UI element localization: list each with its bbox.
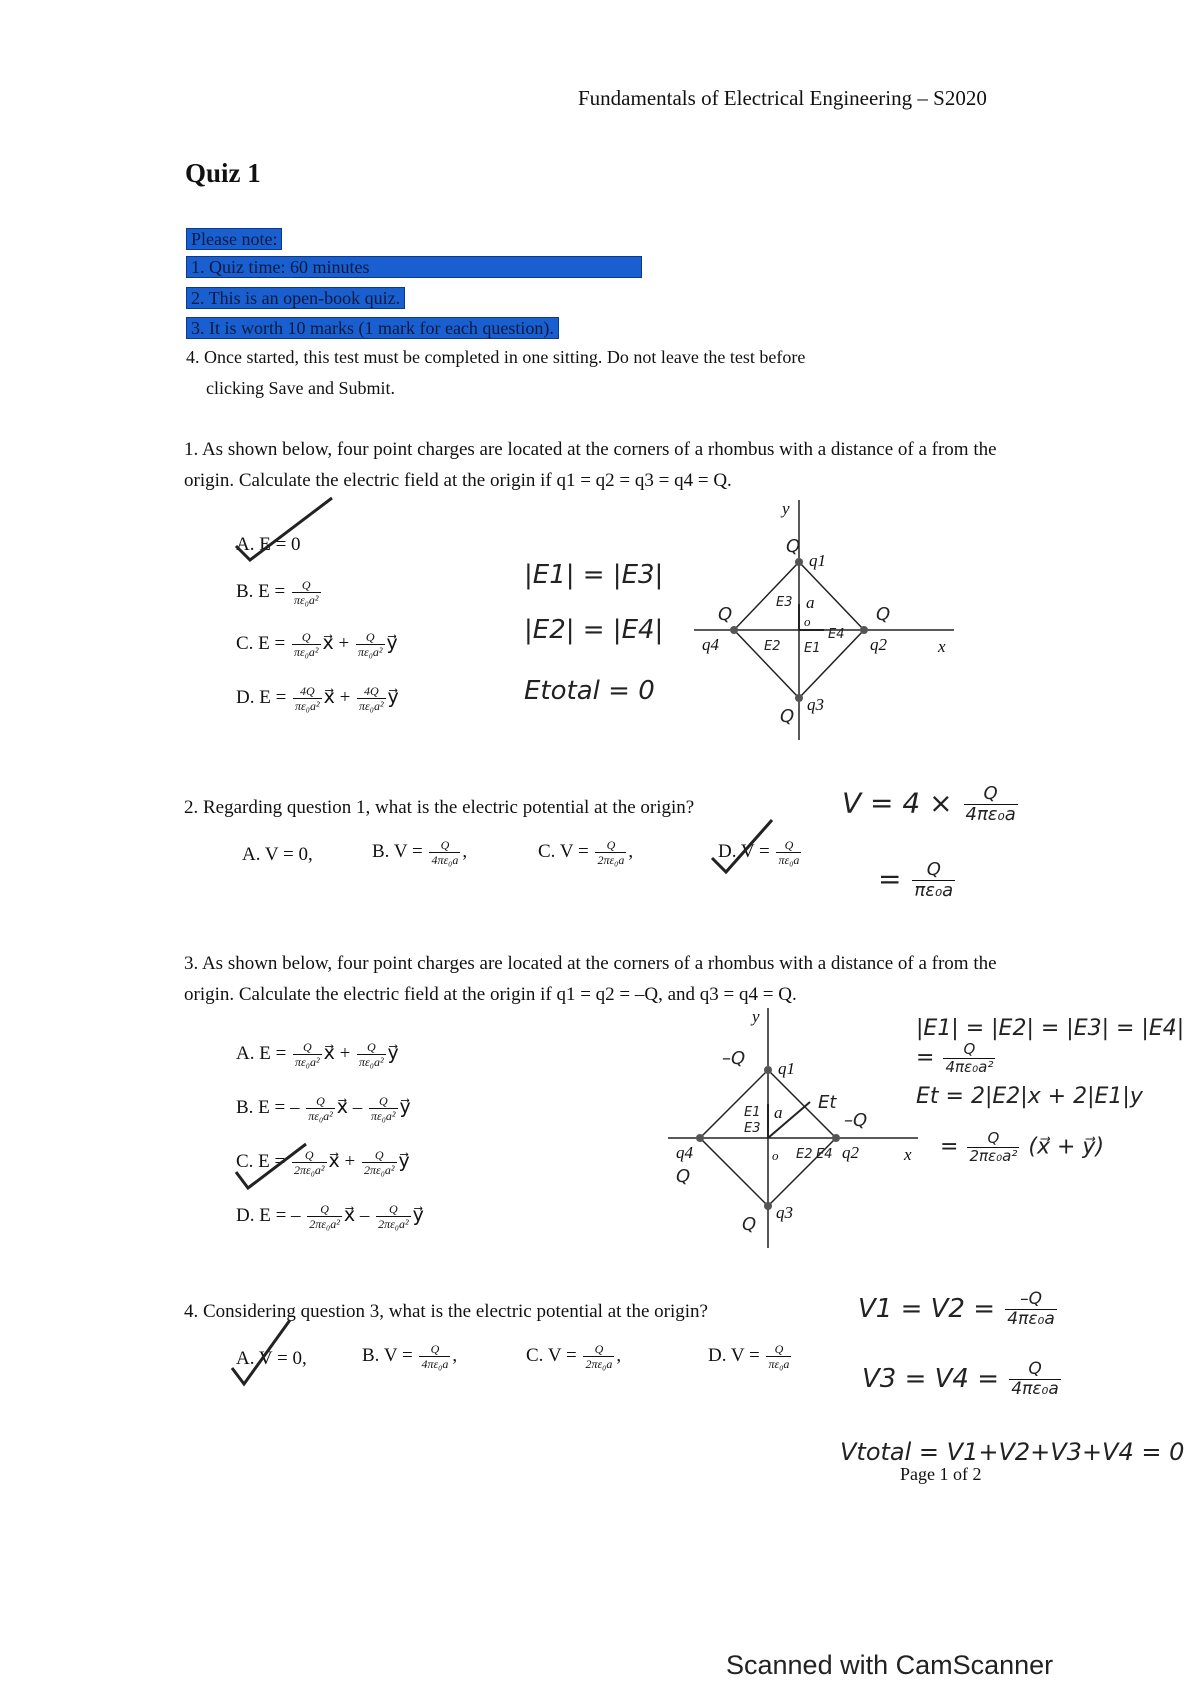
checkmark-icon	[226, 1318, 316, 1398]
q4-option-a[interactable]: A. V = 0,	[236, 1348, 307, 1369]
q1-label-o: o	[804, 614, 811, 629]
q1-hand-E4: E4	[828, 627, 845, 642]
q1-hand-Q2: Q	[876, 604, 891, 625]
q3-hand-negQ2: –Q	[844, 1110, 868, 1131]
q1-option-c[interactable]: C. E = $\frac{Q}{\text{πε₀a²}}$ x⃗ + $\frac{Q}{\text{πε₀a²}}$ y⃗	[236, 630, 398, 659]
question-3-text: 3. As shown below, four point charges are located at the corners of a rhombus with a distance of a from the origin. Calculate the electric field at the origin if q1 = q2 = –Q, and q3 = q4 = Q.	[184, 953, 997, 1005]
q1-hand-Q1: Q	[786, 536, 801, 557]
note-continuation: clicking Save and Submit.	[206, 378, 395, 398]
q3-hand-1: |E1| = |E2| = |E3| = |E4| = $\frac{Q}{\text{4πε₀a²}}$	[916, 1016, 1185, 1076]
checkmark-icon	[230, 1142, 320, 1202]
q3-charge-1	[764, 1066, 772, 1074]
q1-charge-1	[795, 558, 803, 566]
q3-hand-Q3: Q	[742, 1214, 757, 1235]
q1-label-q3: q3	[807, 695, 824, 714]
question-4-text: 4. Considering question 3, what is the electric potential at the origin?	[184, 1301, 708, 1322]
q1-hand-2: |E2| = |E4|	[524, 615, 664, 645]
q4-hand-1: V1 = V2 = $\frac{-Q}{\text{4πε₀a}}$	[858, 1289, 1055, 1329]
q3-y-label: y	[752, 1007, 760, 1026]
q3-label-q2: q2	[842, 1143, 859, 1162]
q1-hand-3: Etotal = 0	[524, 676, 655, 706]
q1-charge-3	[795, 694, 803, 702]
q3-hand-E4: E4	[816, 1147, 833, 1162]
q2-option-c[interactable]: C. V = $\frac{Q}{\text{2πε₀a}}$ ,	[538, 838, 634, 867]
q3-option-a[interactable]: A. E = $\frac{Q}{\text{πε₀a²}}$ x⃗ + $\frac{Q}{\text{πε₀a²}}$ y⃗	[236, 1040, 399, 1069]
course-header: Fundamentals of Electrical Engineering – S2020	[578, 86, 987, 110]
q3-label-q1: q1	[778, 1059, 795, 1078]
q1-hand-E3: E3	[776, 595, 793, 610]
question-2-text: 2. Regarding question 1, what is the electric potential at the origin?	[184, 797, 695, 818]
q4-option-c[interactable]: C. V = $\frac{Q}{\text{2πε₀a}}$ ,	[526, 1342, 622, 1371]
q2-hand-2: = $\frac{Q}{\text{πε₀a}}$	[878, 859, 954, 901]
q4-hand-2: V3 = V4 = $\frac{Q}{\text{4πε₀a}}$	[862, 1359, 1059, 1399]
q3-option-d[interactable]: D. E = – $\frac{Q}{\text{2πε₀a²}}$ x⃗ – $\frac{Q}{\text{2πε₀a²}}$ y⃗	[236, 1202, 424, 1231]
q3-hand-E2: E2	[796, 1147, 813, 1162]
note-item-1: 1. Quiz time: 60 minutes	[186, 257, 642, 278]
q1-hand-E1: E1	[804, 641, 821, 656]
quiz-title: Quiz 1	[185, 158, 261, 188]
q3-label-q3: q3	[776, 1203, 793, 1222]
q1-hand-Q3: Q	[780, 706, 795, 727]
q3-option-c[interactable]: C. E = $\frac{Q}{\text{2πε₀a²}}$ x⃗ + $\frac{Q}{\text{2πε₀a²}}$ y⃗	[236, 1148, 410, 1177]
q3-charge-3	[764, 1202, 772, 1210]
q3-hand-2: Et = 2|E2|x + 2|E1|y	[916, 1084, 1143, 1109]
q4-hand-3: Vtotal = V1+V2+V3+V4 = 0	[840, 1438, 1185, 1466]
q3-hand-E1: E1	[744, 1105, 761, 1120]
q3-x-label: x	[904, 1145, 912, 1164]
q3-hand-Q4: Q	[676, 1166, 691, 1187]
q3-rhombus-diagram	[668, 1008, 948, 1258]
note-item-3: 3. It is worth 10 marks (1 mark for each question).	[186, 318, 559, 339]
q1-label-q4: q4	[702, 635, 719, 654]
q1-label-q2: q2	[870, 635, 887, 654]
q3-option-b[interactable]: B. E = – $\frac{Q}{\text{πε₀a²}}$ x⃗ – $\frac{Q}{\text{πε₀a²}}$ y⃗	[236, 1094, 411, 1123]
q3-label-a: a	[774, 1103, 783, 1122]
q4-option-d[interactable]: D. V = $\frac{Q}{\text{πε₀a}}$	[708, 1342, 790, 1371]
q4-option-b[interactable]: B. V = $\frac{Q}{\text{4πε₀a}}$ ,	[362, 1342, 458, 1371]
q3-hand-3: = $\frac{Q}{\text{2πε₀a²}}$ (x⃗ + y⃗)	[940, 1129, 1105, 1165]
q1-rhombus-diagram	[694, 500, 974, 750]
note-item-4: 4. Once started, this test must be completed in one sitting. Do not leave the test before	[186, 347, 806, 367]
camscanner-watermark: Scanned with CamScanner	[726, 1650, 1054, 1680]
q3-label-q4: q4	[676, 1143, 693, 1162]
page-number: Page 1 of 2	[900, 1464, 982, 1484]
q1-option-a[interactable]: A. E = 0	[236, 534, 301, 555]
q1-charge-2	[860, 626, 868, 634]
q3-hand-E3: E3	[744, 1121, 761, 1136]
q2-option-d[interactable]: D. V = $\frac{Q}{\text{πε₀a}}$	[718, 838, 800, 867]
notes-heading: Please note:	[186, 229, 282, 250]
q1-hand-1: |E1| = |E3|	[524, 560, 664, 590]
q1-x-label: x	[938, 637, 946, 656]
checkmark-icon	[708, 818, 788, 888]
q1-label-q1: q1	[809, 551, 826, 570]
checkmark-icon	[228, 494, 348, 574]
question-1-text: 1. As shown below, four point charges are located at the corners of a rhombus with a distance of a from the origin. Calculate the electric field at the origin if q1 = q2 = q3 = q4 = Q.	[184, 439, 997, 491]
q3-hand-negQ1: –Q	[722, 1048, 746, 1069]
q3-charge-4	[696, 1134, 704, 1142]
q3-charge-2	[832, 1134, 840, 1142]
q1-option-d[interactable]: D. E = $\frac{4Q}{\text{πε₀a²}}$ x⃗ + $\frac{4Q}{\text{πε₀a²}}$ y⃗	[236, 684, 399, 713]
q1-label-a: a	[806, 593, 815, 612]
q1-y-label: y	[782, 499, 790, 518]
note-item-2: 2. This is an open-book quiz.	[186, 288, 405, 309]
q3-label-o: o	[772, 1148, 779, 1163]
q2-option-a[interactable]: A. V = 0,	[242, 844, 313, 865]
q2-hand-1: V = 4 × $\frac{Q}{\text{4πε₀a}}$	[842, 783, 1016, 825]
q1-option-b[interactable]: B. E = $\frac{Q}{\text{πε₀a²}}$	[236, 578, 319, 607]
q1-hand-E2: E2	[764, 639, 781, 654]
q1-charge-4	[730, 626, 738, 634]
q1-hand-Q4: Q	[718, 604, 733, 625]
q2-option-b[interactable]: B. V = $\frac{Q}{\text{4πε₀a}}$ ,	[372, 838, 468, 867]
q3-hand-Et: Et	[818, 1092, 837, 1113]
